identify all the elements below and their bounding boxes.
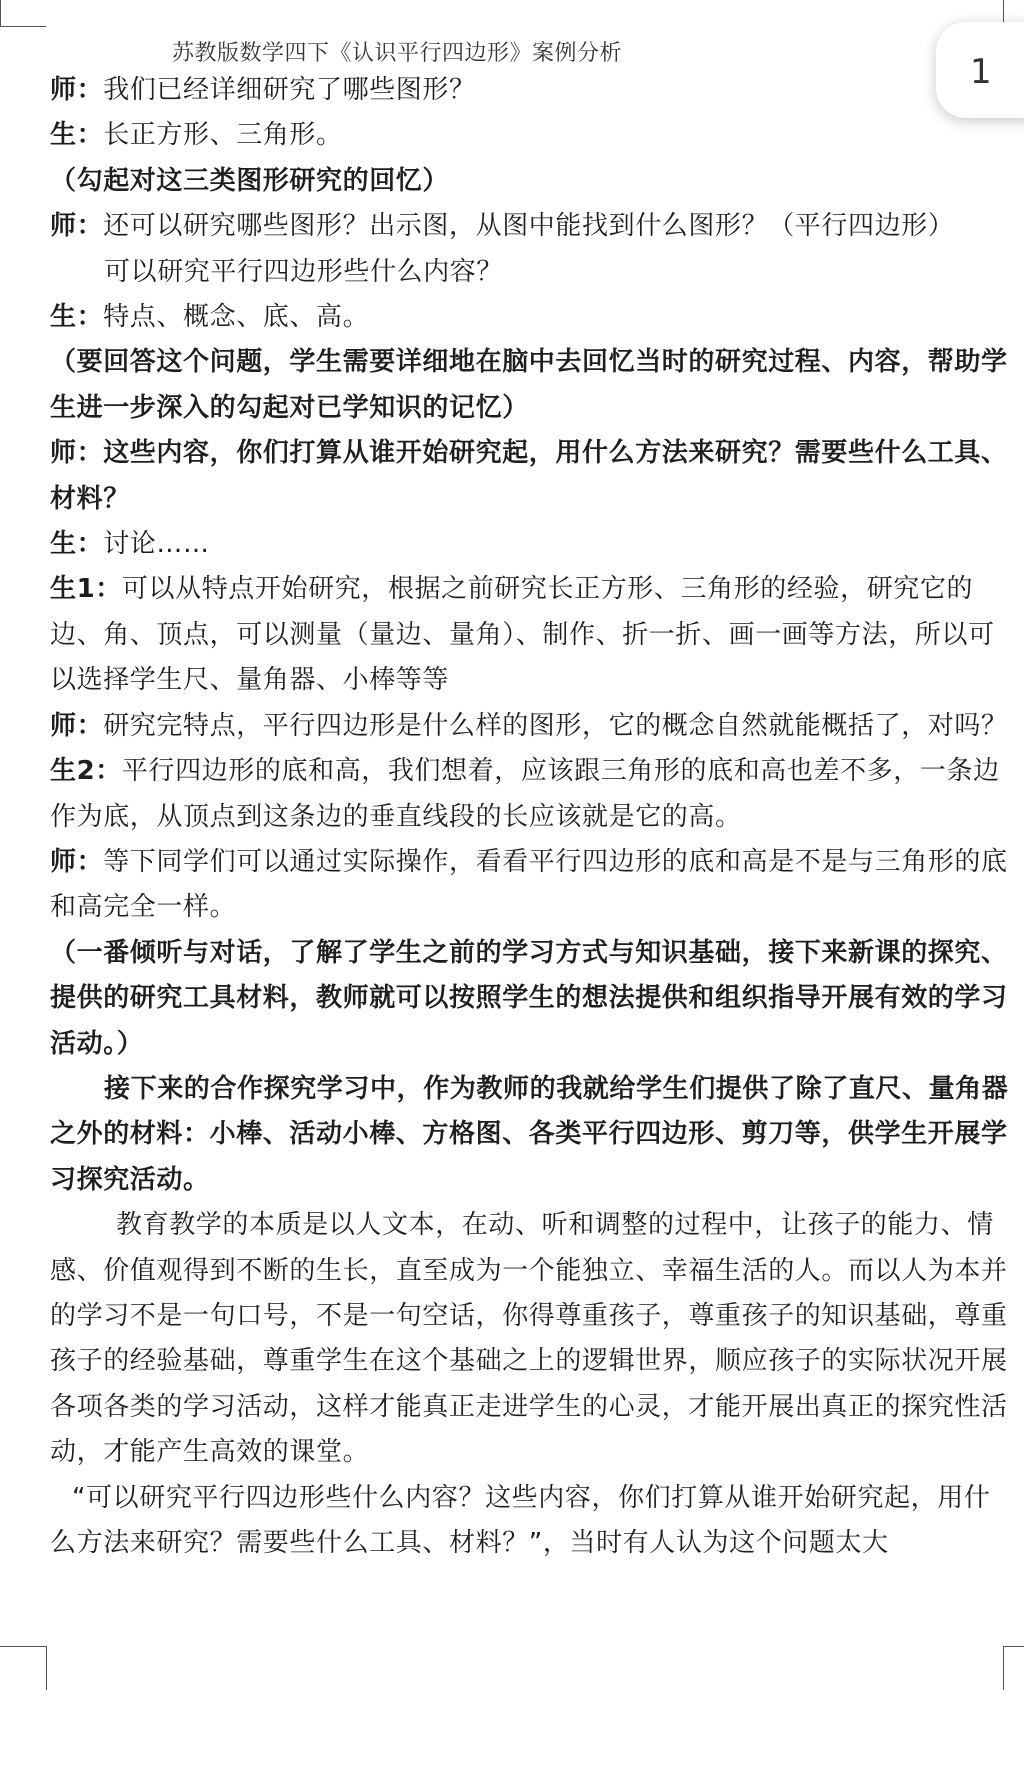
essence-paragraph: 教育教学的本质是以人文本，在动、听和调整的过程中，让孩子的能力、情感、价值观得到不断的生长，直至成为一个能独立、幸福生活的人。而以人为本并的学习不是一句口号，不是一句空话，你得尊重孩子，尊重孩子的知识基础，尊重孩子的经验基础，尊重学生在这个基础之上的逻辑世界，顺应孩子的实际状况开展各项各类的学习活动，这样才能真正走进学生的心灵，才能开展出真正的探究性活动，才能产生高效的课堂。	[50, 1210, 1008, 1468]
speaker-label: 师：	[50, 438, 104, 469]
commentary-note: （勾起对这三类图形研究的回忆）	[50, 165, 450, 196]
dialogue-line	[50, 204, 1012, 249]
dialogue-continuation: 可以研究平行四边形些什么内容？	[104, 256, 504, 287]
speaker-label: 生2：	[50, 756, 122, 787]
dialogue-line	[50, 567, 1012, 703]
speaker-label: 师：	[50, 846, 104, 877]
dialogue-text: 平行四边形的底和高，我们想着，应该跟三角形的底和高也差不多，一条边作为底，从顶点到这条边的垂直线段的长应该就是它的高。	[50, 756, 1000, 832]
crop-mark	[0, 0, 1, 26]
dialogue-text: 还可以研究哪些图形？出示图，从图中能找到什么图形？（平行四边形）	[103, 211, 955, 242]
dialogue-text: 我们已经详细研究了哪些图形？	[103, 75, 476, 105]
dialogue-text: 这些内容，你们打算从谁开始研究起，用什么方法来研究？需要些什么工具、材料？	[50, 438, 1008, 514]
dialogue-text: 可以从特点开始研究，根据之前研究长正方形、三角形的经验，研究它的边、角、顶点，可以测量（量边、量角）、制作、折一折、画一画等方法，所以可以选择学生尺、量角器、小棒等等	[50, 574, 995, 696]
dialogue-line	[50, 68, 1012, 113]
dialogue-text: 研究完特点，平行四边形是什么样的图形，它的概念自然就能概括了，对吗？	[103, 710, 1008, 741]
crop-mark	[1003, 1646, 1024, 1647]
crop-mark	[46, 1646, 47, 1690]
crop-mark	[0, 1646, 46, 1647]
dialogue-line	[50, 431, 1012, 522]
speaker-label: 师：	[50, 710, 104, 741]
speaker-label: 生：	[50, 302, 104, 333]
crop-mark	[1003, 0, 1004, 22]
speaker-label: 师：	[50, 211, 104, 242]
dialogue-line	[50, 295, 1012, 340]
dialogue-text: 特点、概念、底、高。	[103, 302, 370, 333]
commentary-note: （一番倾听与对话，了解了学生之前的学习方式与知识基础，接下来新课的探究、提供的研究工具材料，教师就可以按照学生的想法提供和组织指导开展有效的学习活动。）	[50, 937, 1008, 1059]
dialogue-text: 等下同学们可以通过实际操作，看看平行四边形的底和高是不是与三角形的底和高完全一样。	[50, 846, 1008, 923]
commentary-note: （要回答这个问题，学生需要详细地在脑中去回忆当时的研究过程、内容，帮助学生进一步深入的勾起对已学知识的记忆）	[50, 347, 1008, 423]
dialogue-text: 长正方形、三角形。	[103, 120, 343, 151]
page-number: 1	[970, 52, 992, 92]
speaker-label: 生1：	[50, 574, 122, 605]
speaker-label: 生：	[50, 120, 104, 151]
dialogue-line	[50, 522, 1012, 567]
document-title: 苏教版数学四下《认识平行四边形》案例分析	[172, 41, 623, 66]
dialogue-text: 讨论……	[103, 529, 210, 560]
dialogue-line	[50, 704, 1012, 749]
speaker-label: 师：	[50, 75, 104, 105]
dialogue-line	[50, 113, 1012, 158]
crop-mark	[1003, 1646, 1004, 1690]
document-body	[50, 68, 1012, 1566]
crop-mark	[0, 26, 46, 27]
dialogue-line	[50, 840, 1012, 931]
dialogue-line	[50, 749, 1012, 840]
materials-paragraph: 接下来的合作探究学习中，作为教师的我就给学生们提供了除了直尺、量角器之外的材料：小棒、活动小棒、方格图、各类平行四边形、剪刀等，供学生开展学习探究活动。	[50, 1073, 1009, 1195]
question-paragraph: “可以研究平行四边形些什么内容？这些内容，你们打算从谁开始研究起，用什么方法来研究？需要些什么工具、材料？”，当时有人认为这个问题太大	[50, 1482, 991, 1558]
speaker-label: 生：	[50, 529, 104, 560]
